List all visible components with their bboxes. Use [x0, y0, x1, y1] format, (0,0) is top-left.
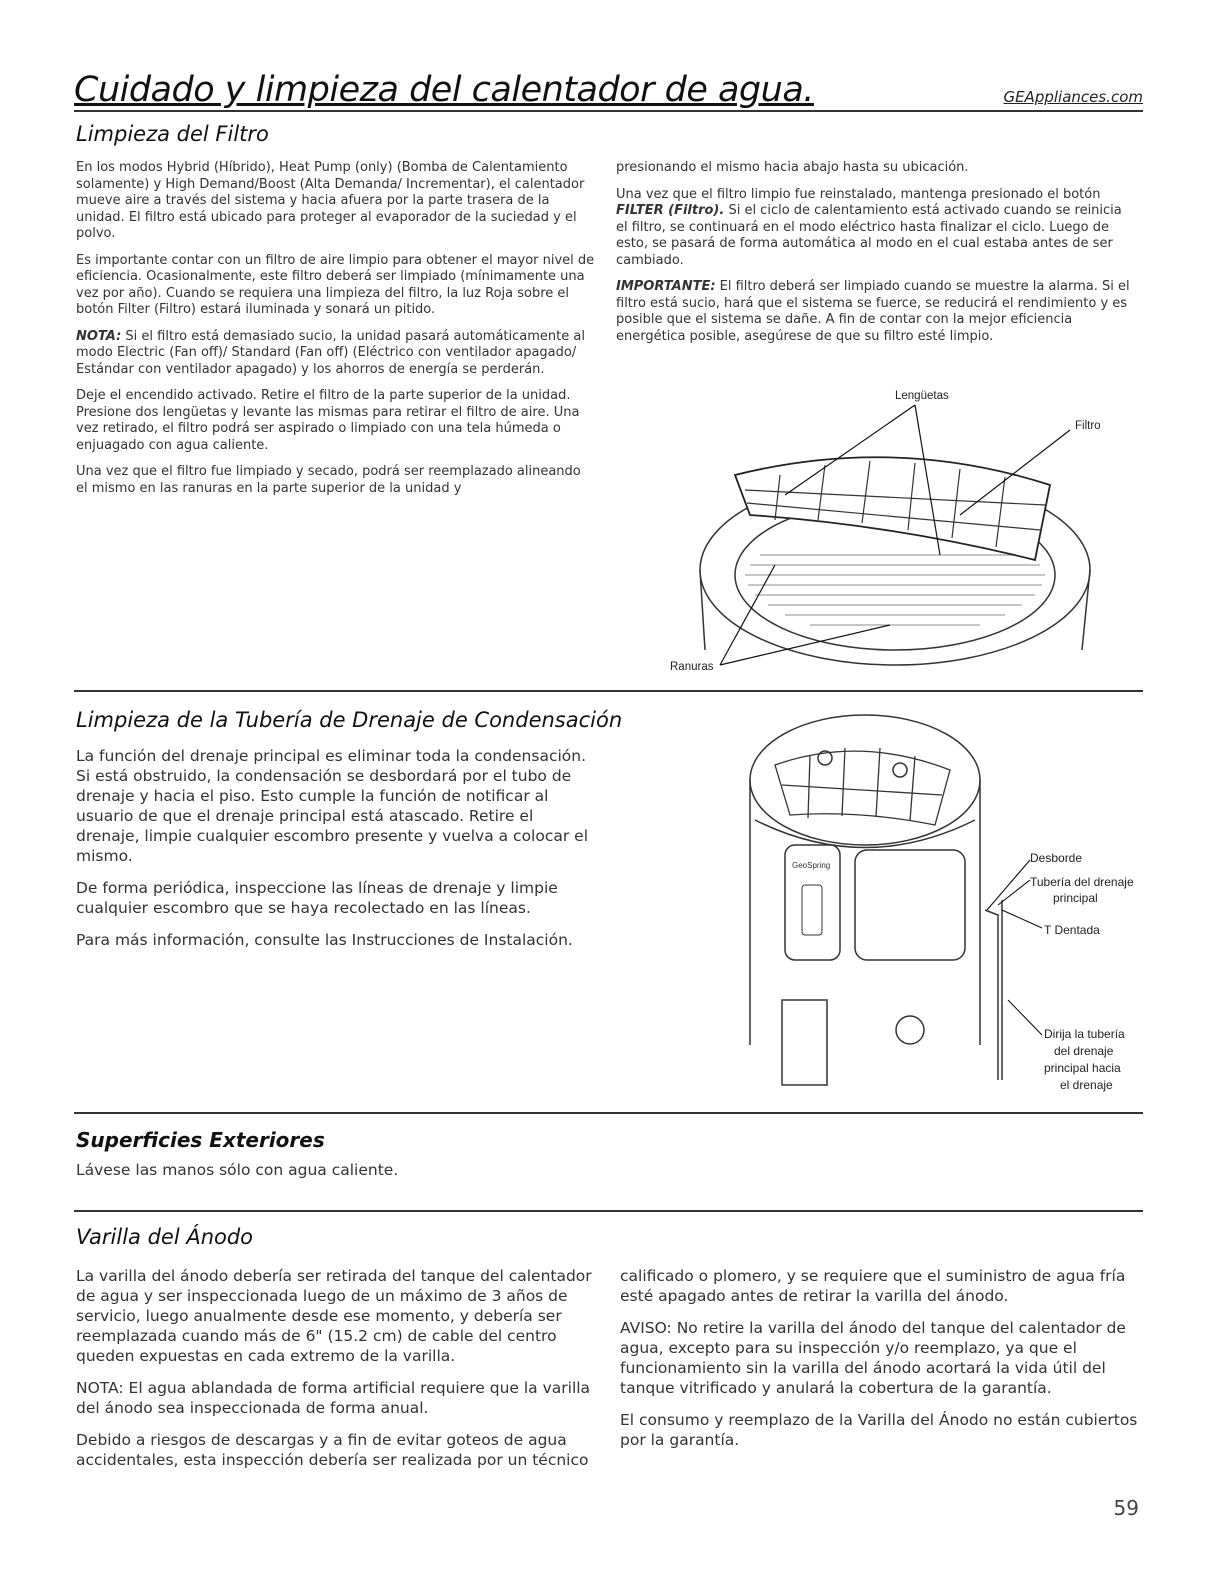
- drain-paragraph-2: De forma periódica, inspeccione las líneas de drenaje y limpie cualquier escombro que se haya recolectado en las líneas.: [76, 879, 558, 917]
- anode-warning: AVISO: No retire la varilla del ánodo del tanque del calentador de agua, excepto para su inspección y/o reemplazo, ya que el funcionamiento sin la varilla del ánodo acortará la vida útil del tanque vitrificado y anulará la cobertura de la garantía.: [620, 1319, 1126, 1397]
- brand-logo: GeoSpring: [792, 861, 831, 870]
- exterior-section-heading: Superficies Exteriores: [76, 1128, 325, 1152]
- exterior-text: [76, 1160, 776, 1192]
- filter-paragraph-1: En los modos Hybrid (Híbrido), Heat Pump (only) (Bomba de Calentamiento solamente) y High Demand/Boost (Alta Demanda/ Incrementar), el calentador mueve aire a través del sistema y hacia afuera por la parte trasera de la unidad. El filtro está ubicado para proteger al evaporador de la suciedad y el polvo.: [76, 160, 585, 241]
- anode-right-paragraph-3: El consumo y reemplazo de la Varilla del Ánodo no están cubiertos por la garantía.: [620, 1411, 1138, 1449]
- filter-button-label: FILTER (Filtro).: [616, 203, 725, 218]
- filter-right-column: [616, 160, 1136, 355]
- filter-right-paragraph-2: Una vez que el filtro limpio fue reinstalado, mantenga presionado el botón FILTER (Filtro). Si el ciclo de calentamiento está activado cuando se reinicia el filtro, se continuará en el modo eléctrico hasta finalizar el ciclo. Luego de esto, se pasará de forma automática al modo en el cual estaba antes de ser cambiado.: [616, 186, 1122, 268]
- drain-text-column: [76, 746, 596, 962]
- air-filter: [735, 457, 1050, 560]
- header-divider: [74, 110, 1143, 112]
- anode-paragraph-1: La varilla del ánodo debería ser retirada del tanque del calentador de agua y ser inspeccionada luego de un máximo de 3 años de servicio, luego anualmente desde ese momento, y debería ser reemplazada cuando más de 6" (15.2 cm) de cable del centro queden expuestas en cada extremo de la varilla.: [76, 1267, 592, 1365]
- page-title: Cuidado y limpieza del calentador de agua.: [74, 70, 814, 110]
- drain-paragraph-1: La función del drenaje principal es eliminar toda la condensación. Si está obstruido, la condensación se desbordará por el tubo de drenaje y hacia el piso. Esto cumple la función de notificar al usuario de que el drenaje principal está atascado. Retire el drenaje, limpie cualquier escombro presente y vuelva a colocar el mismo.: [76, 747, 588, 865]
- filter-left-column: [76, 160, 596, 507]
- filter-paragraph-5: Una vez que el filtro fue limpiado y secado, podrá ser reemplazado alineando el mismo en las ranuras en la parte superior de la unidad y: [76, 464, 581, 496]
- filter-right-paragraph-1: presionando el mismo hacia abajo hasta su ubicación.: [616, 160, 969, 175]
- water-heater-body: [750, 715, 1002, 1085]
- anode-right-paragraph-1: calificado o plomero, y se requiere que el suministro de agua fría esté apagado antes de retirar la varilla del ánodo.: [620, 1267, 1126, 1305]
- filter-paragraph-2: Es importante contar con un filtro de aire limpio para obtener el mayor nivel de eficiencia. Ocasionalmente, este filtro deberá ser limpiado (mínimamente una vez por año). Cuando se requiera una limpieza del filtro, la luz Roja sobre el botón Filter (Filtro) estará iluminada y sonará un pitido.: [76, 252, 595, 317]
- drain-paragraph-3: Para más información, consulte las Instrucciones de Instalación.: [76, 931, 573, 949]
- main-pipe-label-1: Tubería del drenaje: [1030, 875, 1134, 889]
- page-number: 59: [1113, 1496, 1139, 1520]
- filter-important: IMPORTANTE: El filtro deberá ser limpiado cuando se muestre la alarma. Si el filtro está sucio, hará que el sistema se fuerce, se reducirá el rendimiento y es posible que el sistema se dañe. A fin de contar con la mejor eficiencia energética posible, asegúrese de que su filtro esté limpio.: [616, 279, 1130, 344]
- drain-illustration: [730, 700, 1150, 1100]
- filter-label: Filtro: [1075, 420, 1101, 432]
- overflow-label: Desborde: [1030, 851, 1083, 865]
- website-url[interactable]: GEAppliances.com: [1003, 88, 1143, 106]
- slots-label: Ranuras: [670, 661, 714, 673]
- anode-paragraph-3: Debido a riesgos de descargas y a fin de evitar goteos de agua accidentales, esta inspección debería ser realizada por un técnico: [76, 1431, 589, 1469]
- anode-left-column: [76, 1266, 606, 1482]
- note-label: NOTA:: [76, 328, 122, 344]
- anode-paragraph-2: NOTA: El agua ablandada de forma artificial requiere que la varilla del ánodo sea inspeccionada de forma anual.: [76, 1379, 591, 1417]
- filter-illustration: [650, 385, 1110, 675]
- main-pipe-label-2: principal: [1053, 891, 1098, 905]
- direct-label-3: principal hacia: [1044, 1061, 1121, 1075]
- tabs-label: Lengüetas: [895, 390, 949, 402]
- tee-label: T Dentada: [1044, 923, 1100, 937]
- direct-label-1: Dirija la tubería: [1044, 1027, 1125, 1041]
- filter-paragraph-4: Deje el encendido activado. Retire el filtro de la parte superior de la unidad. Presione dos lengüetas y levante las mismas para retirar el filtro de aire. Una vez retirado, el filtro podrá ser aspirado o limpiado con una tela húmeda o enjuagado con agua caliente.: [76, 388, 580, 453]
- anode-section-heading: Varilla del Ánodo: [76, 1225, 254, 1249]
- section-divider-1: [74, 690, 1143, 692]
- important-label: IMPORTANTE:: [616, 279, 716, 294]
- direct-label-4: el drenaje: [1060, 1078, 1113, 1092]
- section-divider-2: [74, 1112, 1143, 1114]
- section-divider-3: [74, 1210, 1143, 1212]
- filter-section-heading: Limpieza del Filtro: [76, 122, 269, 146]
- direct-label-2: del drenaje: [1054, 1044, 1114, 1058]
- filter-note: [76, 329, 596, 379]
- note-text: Si el filtro está demasiado sucio, la unidad pasará automáticamente al modo Electric (Fan off)/ Standard (Fan off) (Eléctrico con ventilador apagado/ Estándar con ventilador apagado) y los ahorros de energía se perderán.: [76, 328, 585, 377]
- drain-section-heading: Limpieza de la Tubería de Drenaje de Condensación: [76, 708, 623, 732]
- anode-right-column: [620, 1266, 1140, 1462]
- exterior-paragraph-1: Lávese las manos sólo con agua caliente.: [76, 1161, 399, 1179]
